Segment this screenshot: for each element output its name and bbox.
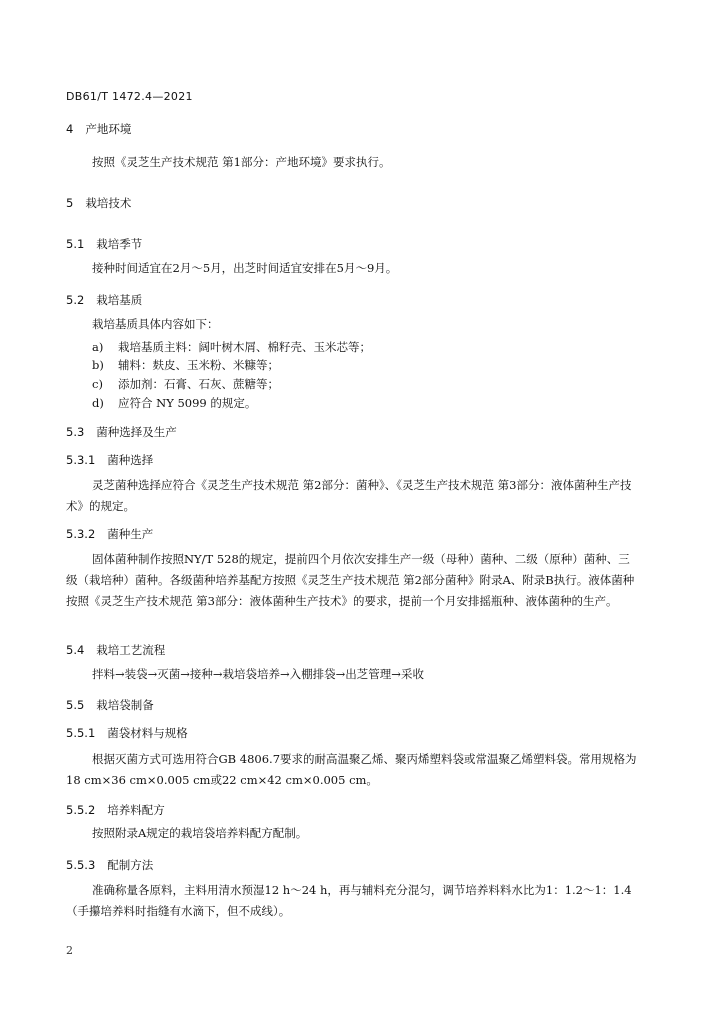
section-5-5-1-body: 根据灭菌方式可选用符合GB 4806.7要求的耐高温聚乙烯、聚丙烯塑料袋或常温聚乙烯塑料袋。常用规格为18 cm×36 cm×0.005 cm或22 cm×42 cm×0.005 cm。 — [66, 752, 637, 787]
section-5-1-heading — [66, 236, 142, 252]
section-number: 5.2 — [66, 293, 85, 307]
list-text: 辅料：麸皮、玉米粉、米糠等； — [118, 358, 279, 372]
section-number: 4 — [66, 122, 74, 136]
section-number: 5.5.2 — [66, 803, 96, 817]
section-number: 5.3.2 — [66, 527, 96, 541]
list-item — [92, 339, 371, 355]
section-title: 栽培季节 — [96, 237, 143, 251]
section-5-5-2-heading — [66, 802, 165, 818]
section-number: 5.3 — [66, 425, 85, 439]
section-number: 5.4 — [66, 643, 85, 657]
list-text: 添加剂：石膏、石灰、蔗糖等； — [118, 377, 279, 391]
section-5-5-1-heading — [66, 725, 188, 741]
list-text: 应符合 NY 5099 的规定。 — [118, 396, 257, 410]
list-marker: c) — [92, 377, 103, 391]
section-number: 5 — [66, 196, 74, 210]
section-5-5-2-body: 按照附录A规定的栽培袋培养料配方配制。 — [92, 826, 308, 840]
document-id-header: DB61/T 1472.4—2021 — [66, 90, 193, 103]
section-number: 5.5 — [66, 698, 85, 712]
list-marker: d) — [92, 396, 104, 410]
section-title: 栽培技术 — [85, 196, 132, 210]
section-title: 栽培工艺流程 — [96, 643, 166, 657]
section-5-5-3-heading — [66, 857, 153, 873]
section-5-3-1-heading — [66, 452, 153, 468]
section-title: 栽培袋制备 — [96, 698, 154, 712]
section-number: 5.5.3 — [66, 858, 96, 872]
section-title: 配制方法 — [107, 858, 154, 872]
section-5-5-3-body: 准确称量各原料，主料用清水预湿12 h～24 h，再与辅料充分混匀，调节培养料料水比为1：1.2～1：1.4（手攥培养料时指缝有水滴下，但不成线）。 — [66, 883, 632, 918]
section-title: 菌种选择 — [107, 453, 154, 467]
section-title: 菌种选择及生产 — [96, 425, 177, 439]
section-5-heading — [66, 195, 131, 211]
list-item — [92, 357, 279, 373]
list-item — [92, 395, 256, 411]
section-title: 培养料配方 — [107, 803, 165, 817]
section-5-4-body: 拌料→装袋→灭菌→接种→栽培袋培养→入棚排袋→出芝管理→采收 — [92, 667, 424, 681]
list-item — [92, 376, 279, 392]
section-title: 菌袋材料与规格 — [107, 726, 188, 740]
section-5-1-body: 接种时间适宜在2月～5月，出芝时间适宜安排在5月～9月。 — [92, 261, 398, 275]
section-title: 栽培基质 — [96, 293, 143, 307]
section-5-4-heading — [66, 642, 165, 658]
list-text: 栽培基质主料：阔叶树木屑、棉籽壳、玉米芯等； — [118, 340, 371, 354]
section-number: 5.5.1 — [66, 726, 96, 740]
section-5-2-intro: 栽培基质具体内容如下： — [92, 317, 219, 331]
section-4-body: 按照《灵芝生产技术规范 第1部分：产地环境》要求执行。 — [92, 155, 391, 169]
list-marker: a) — [92, 340, 104, 354]
list-marker: b) — [92, 358, 104, 372]
section-5-3-2-body: 固体菌种制作按照NY/T 528的规定，提前四个月依次安排生产一级（母种）菌种、二级（原种）菌种、三级（栽培种）菌种。各级菌种培养基配方按照《灵芝生产技术规范 第2部分菌种》附录A、附录B执行。液体菌种按照《灵芝生产技术规范 第3部分：液体菌种生产技术》的要求，提前一个月安排摇瓶种、液体菌种的生产。 — [66, 552, 635, 608]
section-5-3-2-heading — [66, 526, 153, 542]
section-title: 产地环境 — [85, 122, 132, 136]
section-title: 菌种生产 — [107, 527, 154, 541]
section-number: 5.1 — [66, 237, 85, 251]
section-5-3-heading — [66, 424, 177, 440]
section-5-3-1-body: 灵芝菌种选择应符合《灵芝生产技术规范 第2部分：菌种》、《灵芝生产技术规范 第3部分：液体菌种生产技术》的规定。 — [66, 478, 632, 513]
section-number: 5.3.1 — [66, 453, 96, 467]
section-5-5-heading — [66, 697, 154, 713]
page-number: 2 — [66, 944, 73, 957]
section-5-2-heading — [66, 292, 142, 308]
section-4-heading — [66, 121, 131, 137]
